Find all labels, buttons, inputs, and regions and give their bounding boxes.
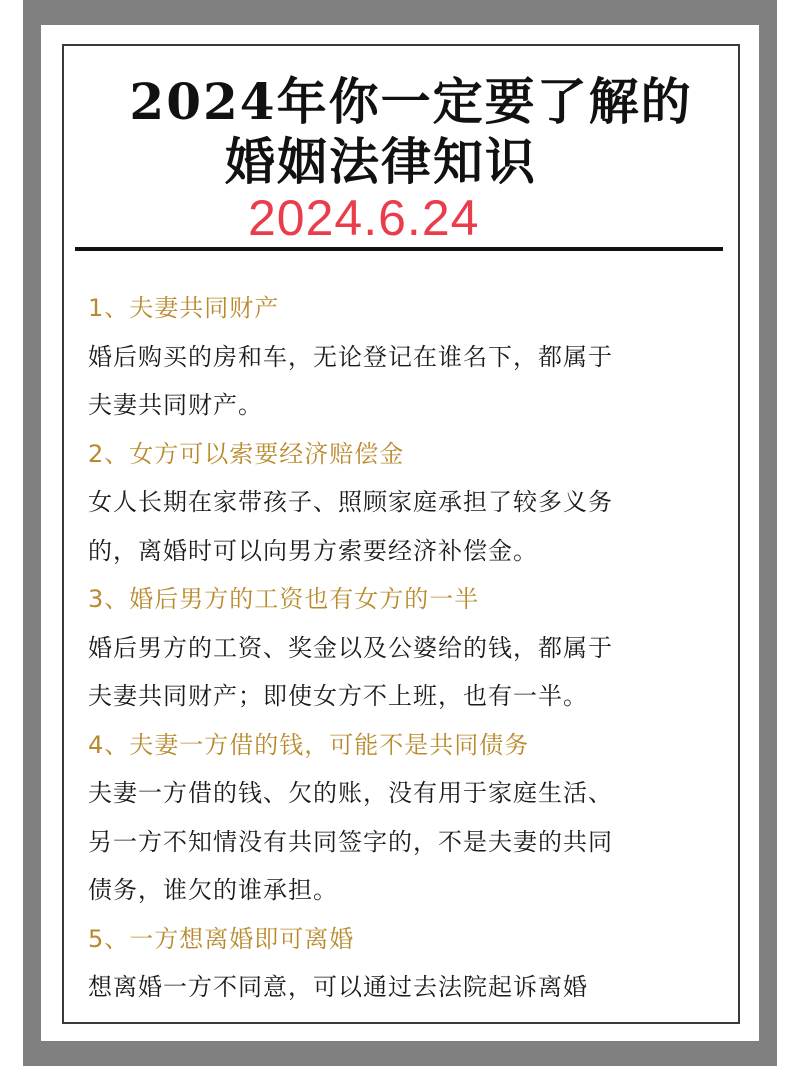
section-body-line: 夫妻共同财产；即使女方不上班，也有一半。: [88, 682, 588, 710]
section-body-line: 夫妻一方借的钱、欠的账，没有用于家庭生活、: [88, 779, 613, 807]
title-line-2: 婚姻法律知识: [225, 132, 537, 191]
section-body-line: 另一方不知情没有共同签字的，不是夫妻的共同: [88, 827, 613, 856]
section-heading: 5、一方想离婚即可离婚: [88, 924, 355, 953]
section-body-line: 婚后男方的工资、奖金以及公婆给的钱，都属于: [88, 633, 613, 662]
section-body-line: 夫妻共同财产。: [88, 391, 263, 419]
section-body-line: 的，离婚时可以向男方索要经济补偿金。: [88, 536, 538, 565]
section-heading: 3、婚后男方的工资也有女方的一半: [88, 585, 480, 613]
section-heading: 4、夫妻一方借的钱，可能不是共同债务: [88, 730, 530, 759]
section-body-line: 债务，谁欠的谁承担。: [88, 876, 338, 904]
section-body-line: 婚后购买的房和车，无论登记在谁名下，都属于: [88, 342, 613, 371]
section-body-line: 女人长期在家带孩子、照顾家庭承担了较多义务: [88, 488, 613, 516]
section-heading: 1、夫妻共同财产: [88, 294, 280, 322]
divider: [75, 247, 723, 251]
content: [88, 284, 728, 1012]
date-stamp: 2024.6.24: [248, 190, 480, 246]
section-body-line: 想离婚一方不同意，可以通过去法院起诉离婚: [88, 973, 588, 1001]
title-line-1: 2024年你一定要了解的: [129, 72, 693, 131]
section-heading: 2、女方可以索要经济赔偿金: [88, 439, 405, 468]
